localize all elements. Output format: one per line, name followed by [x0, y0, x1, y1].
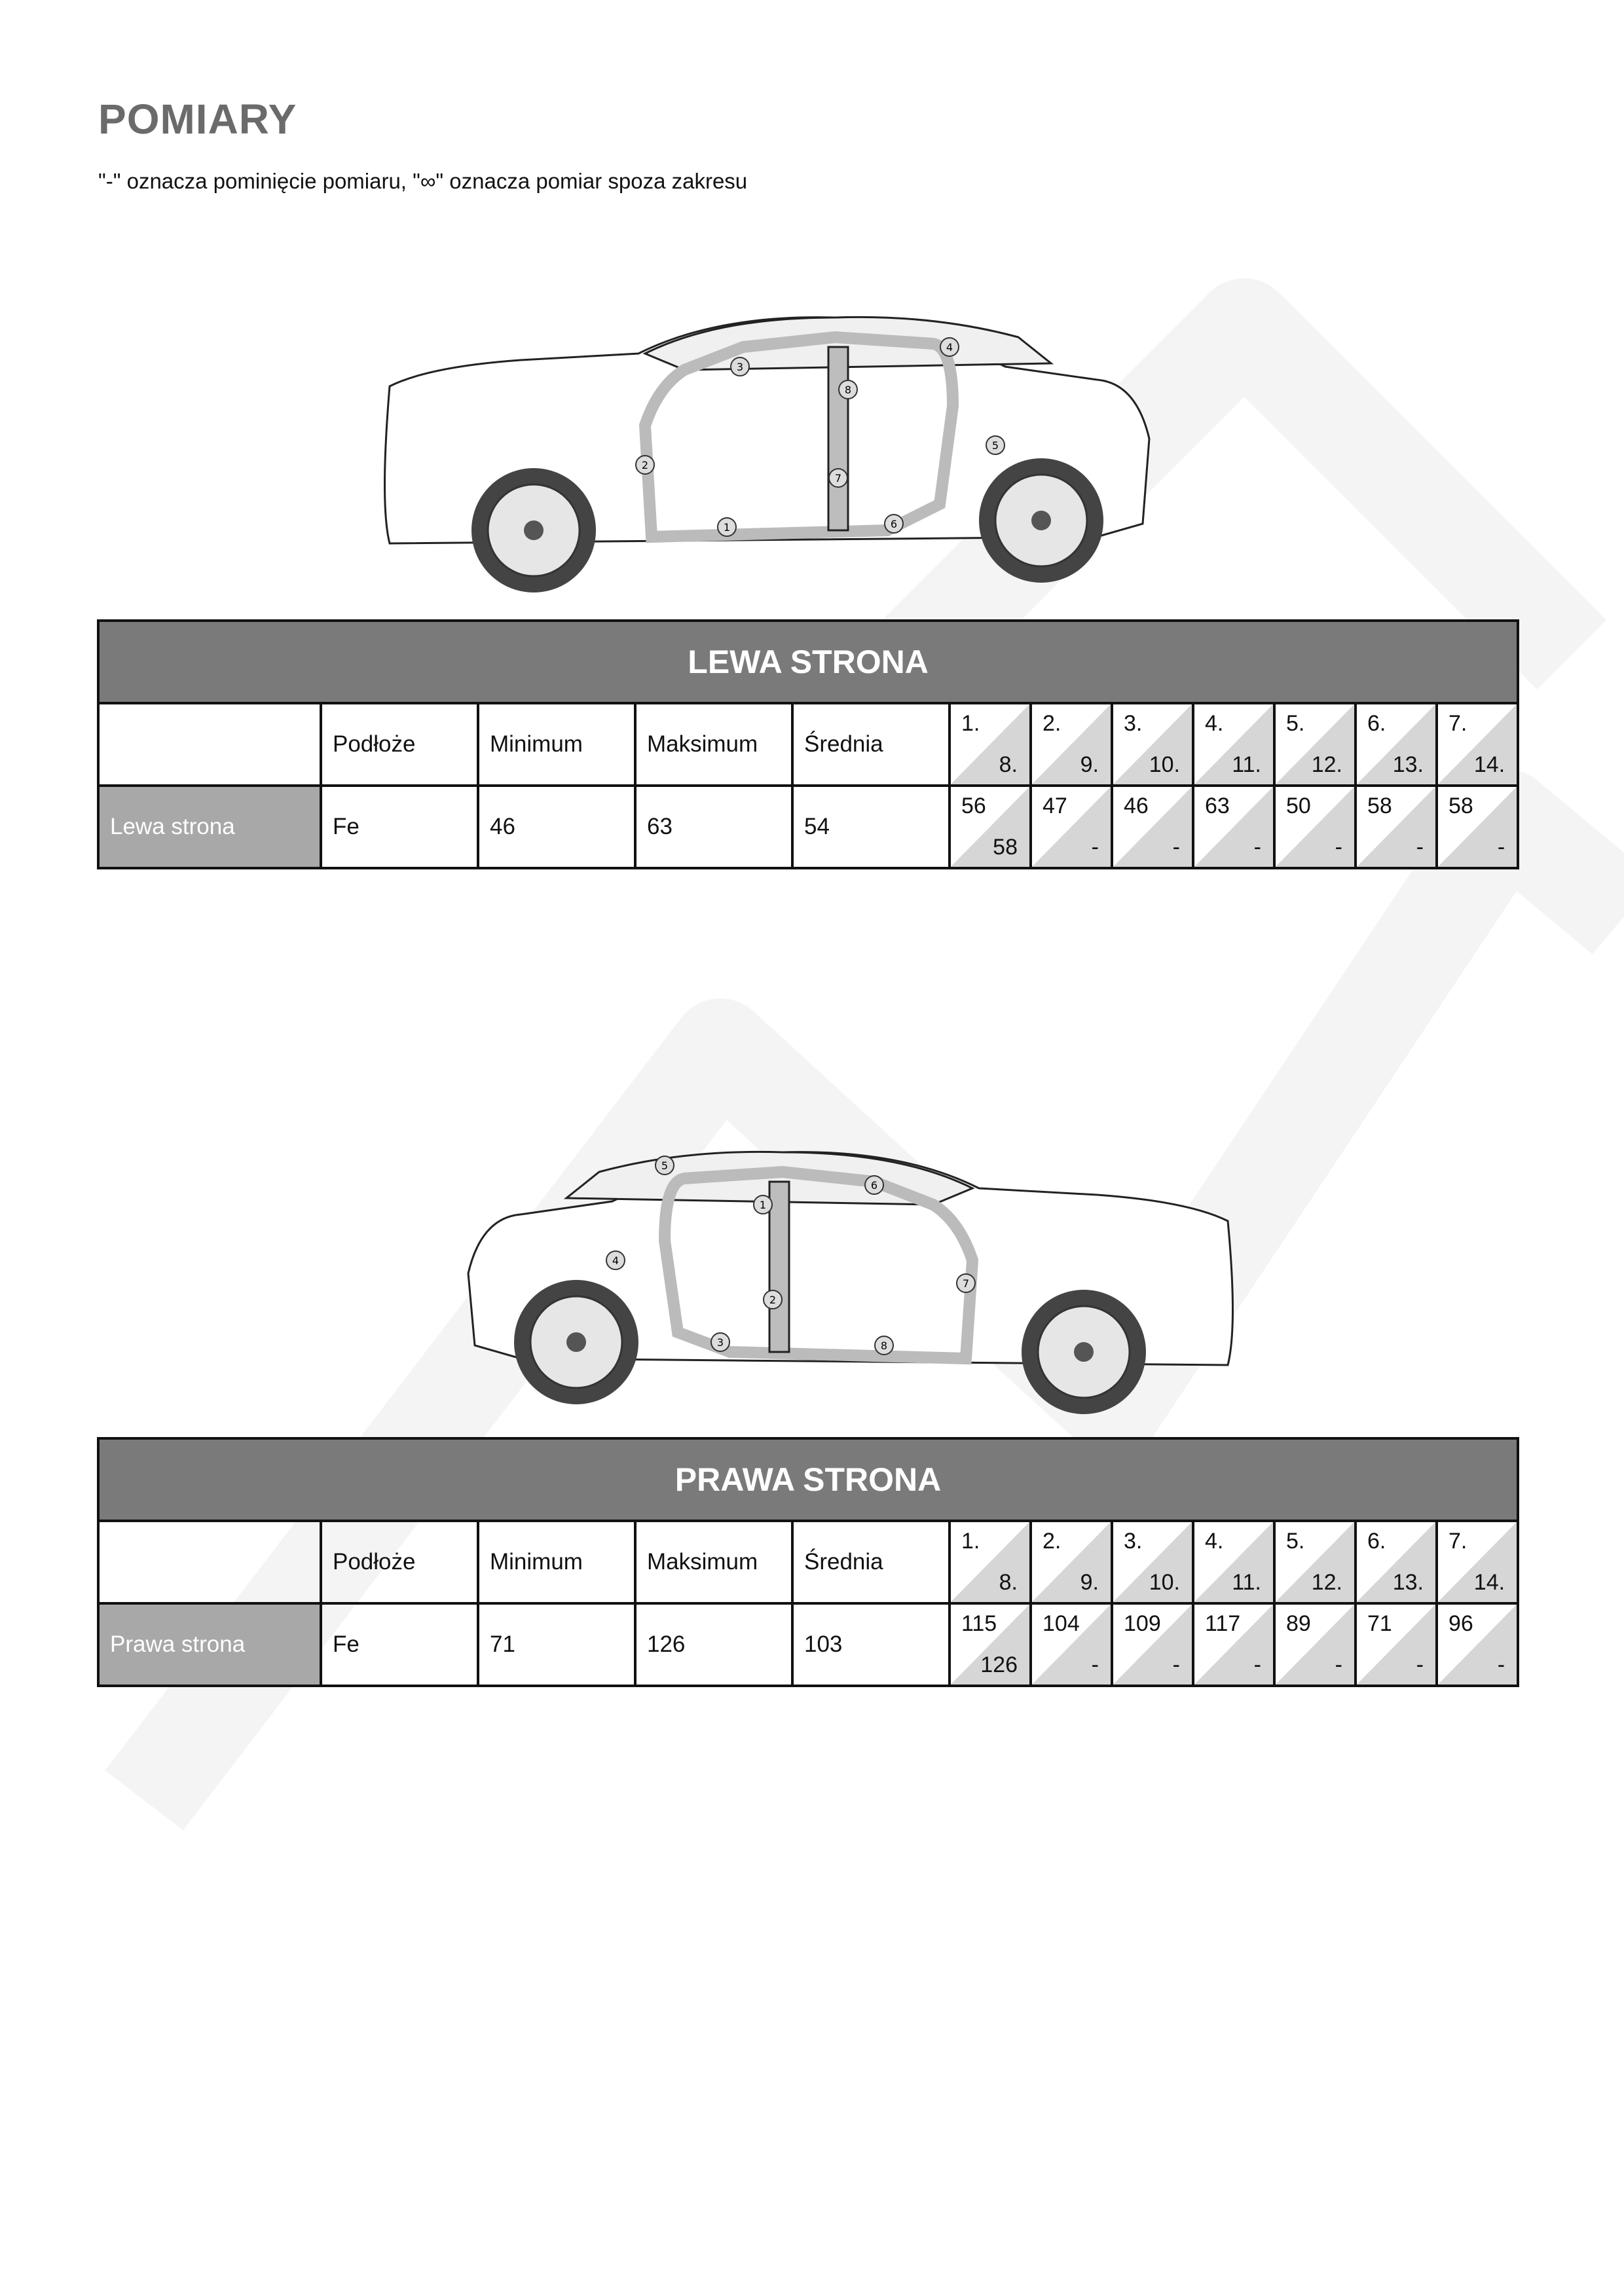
header-maximum: Maksimum [635, 1521, 792, 1603]
header-pair-6: 6. 13. [1356, 703, 1437, 786]
svg-text:4: 4 [612, 1254, 619, 1267]
cell-minimum: 71 [478, 1603, 635, 1686]
header-minimum: Minimum [478, 1521, 635, 1603]
legend-note: "-" oznacza pominięcie pomiaru, "∞" oznacza pomiar spoza zakresu [98, 169, 748, 193]
header-pair-2: 2. 9. [1031, 1521, 1112, 1603]
header-pair-7: 7. 14. [1437, 1521, 1518, 1603]
header-pair-5: 5. 12. [1274, 1521, 1356, 1603]
svg-text:7: 7 [962, 1277, 970, 1290]
header-minimum: Minimum [478, 703, 635, 786]
svg-text:2: 2 [769, 1294, 777, 1306]
marker-6 [865, 1176, 883, 1194]
cell-pair-3: 46 - [1112, 786, 1193, 868]
marker-1 [754, 1195, 772, 1214]
header-pair-1: 1. 8. [950, 1521, 1031, 1603]
cell-pair-5: 89 - [1274, 1603, 1356, 1686]
cell-pair-1: 115 126 [950, 1603, 1031, 1686]
header-substrate: Podłoże [321, 703, 478, 786]
header-maximum: Maksimum [635, 703, 792, 786]
header-pair-5: 5. 12. [1274, 703, 1356, 786]
marker-5 [655, 1156, 674, 1175]
header-pair-2: 2. 9. [1031, 703, 1112, 786]
cell-minimum: 46 [478, 786, 635, 868]
cell-substrate: Fe [321, 1603, 478, 1686]
header-pair-3: 3. 10. [1112, 703, 1193, 786]
table-heading: LEWA STRONA [98, 621, 1518, 703]
cell-pair-5: 50 - [1274, 786, 1356, 868]
cell-pair-4: 117 - [1193, 1603, 1274, 1686]
cell-pair-4: 63 - [1193, 786, 1274, 868]
car-right-side-diagram [377, 1142, 1241, 1417]
cell-maximum: 126 [635, 1603, 792, 1686]
table-left-side [97, 619, 1519, 869]
cell-pair-7: 58 - [1437, 786, 1518, 868]
marker-3 [711, 1333, 729, 1351]
cell-pair-2: 47 - [1031, 786, 1112, 868]
row-label: Lewa strona [98, 786, 321, 868]
cell-substrate: Fe [321, 786, 478, 868]
cell-pair-6: 58 - [1356, 786, 1437, 868]
marker-2 [764, 1290, 782, 1309]
header-average: Średnia [792, 1521, 950, 1603]
cell-pair-2: 104 - [1031, 1603, 1112, 1686]
header-substrate: Podłoże [321, 1521, 478, 1603]
svg-text:1: 1 [759, 1199, 767, 1211]
svg-text:8: 8 [844, 384, 852, 396]
svg-text:3: 3 [716, 1336, 724, 1349]
page-title: POMIARY [98, 96, 297, 143]
svg-text:4: 4 [946, 341, 953, 354]
table-right-side [97, 1437, 1519, 1687]
table-heading: PRAWA STRONA [98, 1438, 1518, 1521]
cell-pair-7: 96 - [1437, 1603, 1518, 1686]
header-pair-4: 4. 11. [1193, 1521, 1274, 1603]
cell-average: 103 [792, 1603, 950, 1686]
cell-maximum: 63 [635, 786, 792, 868]
marker-7 [957, 1274, 975, 1292]
svg-text:6: 6 [890, 518, 898, 530]
svg-text:5: 5 [991, 439, 999, 452]
marker-4 [606, 1251, 625, 1269]
svg-text:1: 1 [723, 521, 731, 534]
cell-pair-3: 109 - [1112, 1603, 1193, 1686]
cell-pair-6: 71 - [1356, 1603, 1437, 1686]
header-empty [98, 1521, 321, 1603]
svg-text:6: 6 [870, 1179, 878, 1192]
marker-5 [986, 436, 1005, 454]
table-row [98, 786, 1518, 868]
marker-3 [731, 357, 749, 376]
cell-average: 54 [792, 786, 950, 868]
marker-1 [718, 518, 736, 536]
marker-8 [839, 380, 857, 399]
marker-7 [829, 469, 847, 487]
header-pair-1: 1. 8. [950, 703, 1031, 786]
marker-2 [636, 456, 654, 474]
svg-text:2: 2 [641, 459, 649, 471]
svg-text:3: 3 [736, 361, 744, 373]
marker-4 [940, 338, 959, 356]
car-left-side-diagram [377, 308, 1241, 602]
table-row [98, 1603, 1518, 1686]
svg-text:5: 5 [661, 1159, 669, 1172]
header-pair-6: 6. 13. [1356, 1521, 1437, 1603]
svg-text:7: 7 [834, 472, 842, 484]
header-pair-7: 7. 14. [1437, 703, 1518, 786]
marker-8 [875, 1336, 893, 1355]
row-label: Prawa strona [98, 1603, 321, 1686]
cell-pair-1: 56 58 [950, 786, 1031, 868]
header-pair-4: 4. 11. [1193, 703, 1274, 786]
header-average: Średnia [792, 703, 950, 786]
header-empty [98, 703, 321, 786]
header-pair-3: 3. 10. [1112, 1521, 1193, 1603]
svg-text:8: 8 [880, 1339, 888, 1352]
marker-6 [885, 515, 903, 533]
